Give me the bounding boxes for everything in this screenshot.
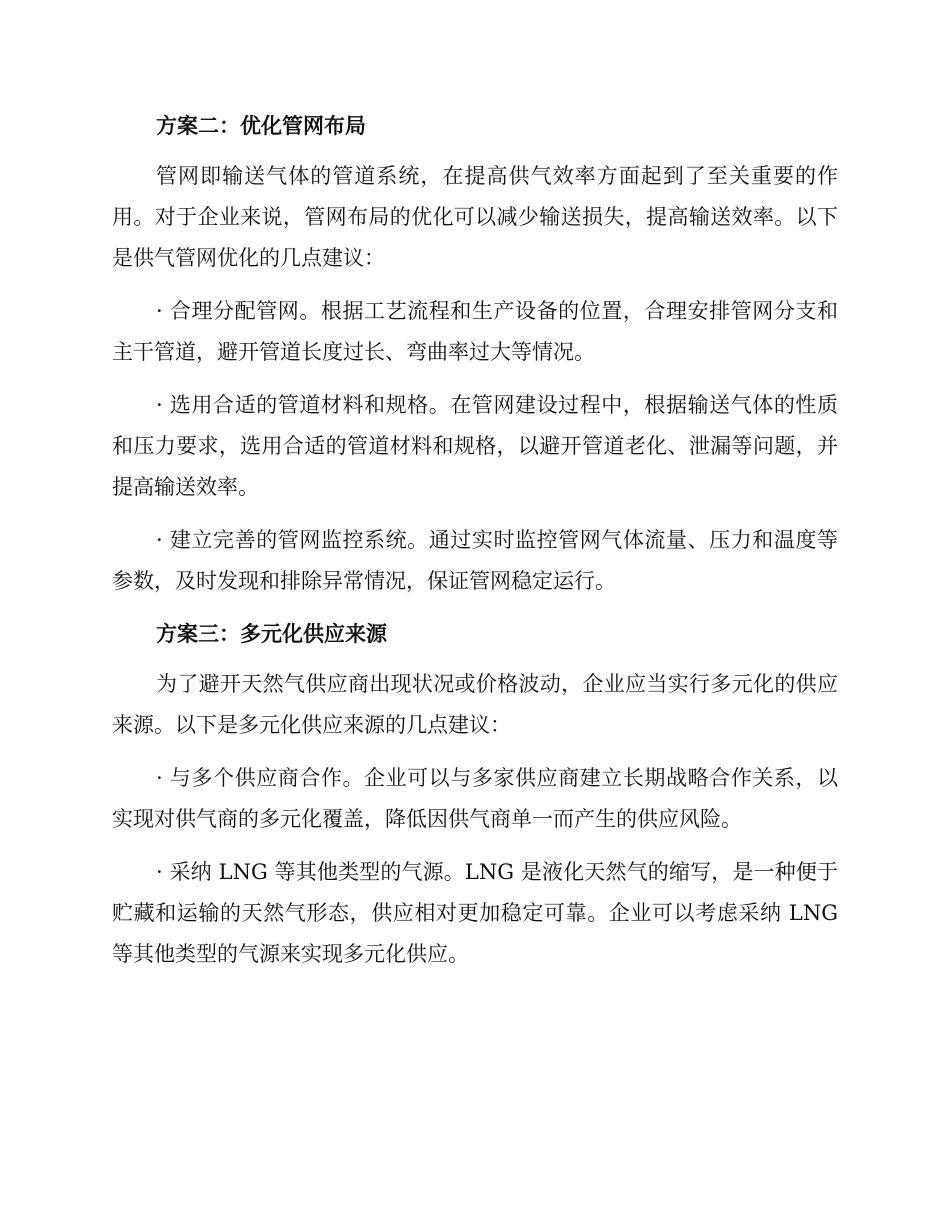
paragraph-bullet-monitoring-system: · 建立完善的管网监控系统。通过实时监控管网气体流量、压力和温度等参数，及时发现和排除异常情况，保证管网稳定运行。 bbox=[112, 528, 838, 593]
paragraph-bullet-allocate-network: · 合理分配管网。根据工艺流程和生产设备的位置，合理安排管网分支和主干管道，避开管道长度过长、弯曲率过大等情况。 bbox=[112, 299, 838, 364]
paragraph-pipe-network-intro: 管网即输送气体的管道系统，在提高供气效率方面起到了至关重要的作用。对于企业来说，管网布局的优化可以减少输送损失，提高输送效率。以下是供气管网优化的几点建议： bbox=[112, 164, 838, 270]
paragraph-diversified-supply-intro: 为了避开天然气供应商出现状况或价格波动，企业应当实行多元化的供应来源。以下是多元化供应来源的几点建议： bbox=[112, 672, 838, 737]
paragraph-bullet-multiple-suppliers: · 与多个供应商合作。企业可以与多家供应商建立长期战略合作关系，以实现对供气商的多元化覆盖，降低因供气商单一而产生的供应风险。 bbox=[112, 766, 838, 831]
paragraph-bullet-pipe-material: · 选用合适的管道材料和规格。在管网建设过程中，根据输送气体的性质和压力要求，选用合适的管道材料和规格，以避开管道老化、泄漏等问题，并提高输送效率。 bbox=[112, 393, 838, 499]
paragraph-bullet-lng: · 采纳 LNG 等其他类型的气源。LNG 是液化天然气的缩写，是一种便于贮藏和运输的天然气形态，供应相对更加稳定可靠。企业可以考虑采纳 LNG 等其他类型的气源来实现多元化供应。 bbox=[112, 860, 838, 966]
section-heading-plan-2: 方案二：优化管网布局 bbox=[156, 114, 366, 138]
section-heading-plan-3: 方案三：多元化供应来源 bbox=[156, 622, 387, 646]
